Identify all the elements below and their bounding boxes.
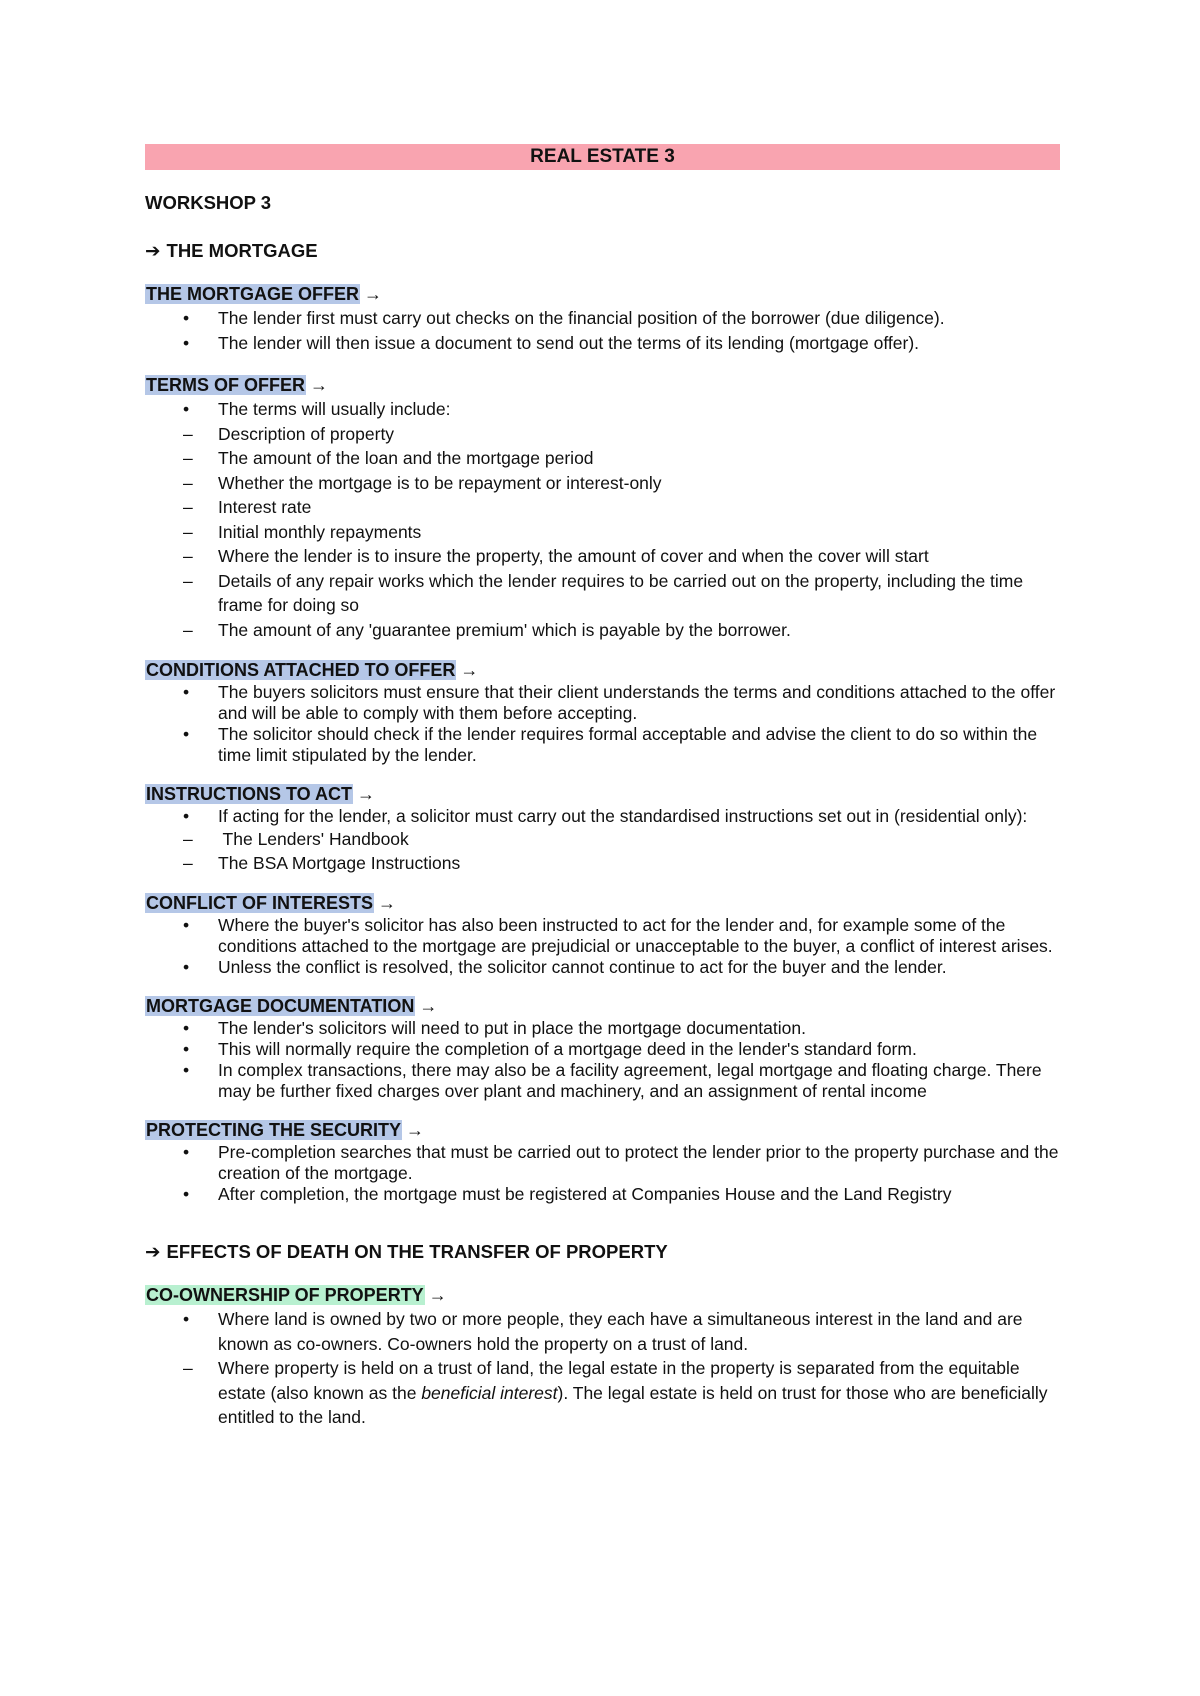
section-conditions-attached <box>145 658 1060 766</box>
arrow-icon: ➔ <box>145 1241 161 1262</box>
dash-item: – Whether the mortgage is to be repayment or interest-only <box>182 471 1060 496</box>
document-title: REAL ESTATE 3 <box>145 144 1060 170</box>
bullet-list <box>145 1018 1060 1102</box>
bullet-item <box>145 397 1060 642</box>
section-conflict-of-interests <box>145 891 1060 978</box>
section-heading <box>145 1283 1060 1307</box>
bullet-list <box>145 915 1060 978</box>
dash-item: – Initial monthly repayments <box>182 520 1060 545</box>
bullet-item: • Pre-completion searches that must be carried out to protect the lender prior to the property purchase and the creation of the mortgage. <box>145 1142 1060 1184</box>
dash-item: – Interest rate <box>182 495 1060 520</box>
dash-list <box>218 827 1060 875</box>
section-heading <box>145 1118 1060 1142</box>
bullet-list <box>145 1307 1060 1430</box>
bullet-list <box>145 682 1060 766</box>
dash-item: – The Lenders' Handbook <box>182 827 1060 851</box>
section-heading <box>145 373 1060 397</box>
section-heading-text: MORTGAGE DOCUMENTATION <box>146 996 415 1016</box>
arrow-icon: ➔ <box>145 240 161 261</box>
bullet-item: • The lender's solicitors will need to put in place the mortgage documentation. <box>145 1018 1060 1039</box>
dash-item: – Description of property <box>182 422 1060 447</box>
bullet-item: • The lender first must carry out checks on the financial position of the borrower (due diligence). <box>145 306 1060 331</box>
section-instructions-to-act <box>145 782 1060 875</box>
dash-item: – Where the lender is to insure the property, the amount of cover and when the cover will start <box>182 544 1060 569</box>
major-heading-effects-of-death <box>145 1241 1060 1263</box>
bullet-list <box>145 806 1060 875</box>
section-terms-of-offer <box>145 373 1060 642</box>
bullet-item: • Unless the conflict is resolved, the solicitor cannot continue to act for the buyer and the lender. <box>145 957 1060 978</box>
bullet-item: • The buyers solicitors must ensure that their client understands the terms and conditions attached to the offer and will be able to comply with them before accepting. <box>145 682 1060 724</box>
bullet-item <box>145 806 1060 875</box>
section-heading-text: CO-OWNERSHIP OF PROPERTY <box>146 1285 424 1305</box>
major-heading-text: EFFECTS OF DEATH ON THE TRANSFER OF PROPERTY <box>166 1241 668 1262</box>
section-heading-text: PROTECTING THE SECURITY <box>146 1120 402 1140</box>
document-content <box>145 144 1060 1430</box>
section-mortgage-documentation <box>145 994 1060 1102</box>
major-heading-text: THE MORTGAGE <box>166 240 318 261</box>
bullet-text: Where land is owned by two or more people, they each have a simultaneous interest in the land and are known as co-owners. Co-owners hold the property on a trust of land. <box>218 1309 1023 1354</box>
bullet-text: If acting for the lender, a solicitor must carry out the standardised instructions set out in (residential only): <box>218 806 1028 826</box>
section-heading <box>145 782 1060 806</box>
arrow-right-icon: → <box>310 375 328 395</box>
bullet-item: • This will normally require the completion of a mortgage deed in the lender's standard form. <box>145 1039 1060 1060</box>
bullet-item <box>145 1307 1060 1430</box>
bullet-text: The terms will usually include: <box>218 399 451 419</box>
arrow-right-icon: → <box>378 893 396 913</box>
bullet-item: • In complex transactions, there may also be a facility agreement, legal mortgage and floating charge. There may be further fixed charges over plant and machinery, and an assignment of rental income <box>145 1060 1060 1102</box>
section-heading <box>145 658 1060 682</box>
bullet-list <box>145 306 1060 355</box>
section-heading-text: CONFLICT OF INTERESTS <box>146 893 373 913</box>
bullet-list <box>145 1142 1060 1205</box>
bullet-list <box>145 397 1060 642</box>
dash-item: – The amount of the loan and the mortgage period <box>182 446 1060 471</box>
dash-list <box>218 1356 1060 1430</box>
section-heading <box>145 891 1060 915</box>
bullet-item: • The lender will then issue a document to send out the terms of its lending (mortgage offer). <box>145 331 1060 356</box>
section-co-ownership <box>145 1283 1060 1430</box>
section-heading <box>145 994 1060 1018</box>
emphasis-text: beneficial interest <box>421 1382 558 1403</box>
arrow-right-icon: → <box>419 996 438 1016</box>
dash-list <box>218 422 1060 643</box>
dash-item: – Details of any repair works which the lender requires to be carried out on the property, including the time frame for doing so <box>182 569 1060 618</box>
section-protecting-the-security <box>145 1118 1060 1205</box>
section-mortgage-offer <box>145 282 1060 355</box>
arrow-right-icon: → <box>406 1120 425 1140</box>
dash-text: Where property is held on a trust of land, the legal estate in the property is separated from the equitable estate (also known as the <box>218 1358 1020 1403</box>
dash-text: ). The legal estate is held on trust for those who are beneficially entitled to the land. <box>218 1382 1048 1427</box>
section-heading-text: INSTRUCTIONS TO ACT <box>146 784 352 804</box>
workshop-label: WORKSHOP 3 <box>145 192 272 213</box>
dash-item <box>182 1356 1060 1430</box>
bullet-item: • The solicitor should check if the lender requires formal acceptable and advise the client to do so within the time limit stipulated by the lender. <box>145 724 1060 766</box>
dash-item: – The BSA Mortgage Instructions <box>182 851 1060 875</box>
arrow-right-icon: → <box>428 1285 447 1305</box>
section-heading-text: TERMS OF OFFER <box>146 375 305 395</box>
arrow-right-icon: → <box>357 784 375 804</box>
bullet-item: • Where the buyer's solicitor has also been instructed to act for the lender and, for example some of the conditions attached to the mortgage are prejudicial or unacceptable to the buyer, a conflict of interest arises. <box>145 915 1060 957</box>
dash-item: – The amount of any 'guarantee premium' which is payable by the borrower. <box>182 618 1060 643</box>
bullet-item: • After completion, the mortgage must be registered at Companies House and the Land Registry <box>145 1184 1060 1205</box>
major-heading-mortgage <box>145 240 1060 262</box>
section-heading <box>145 282 1060 306</box>
arrow-right-icon: → <box>364 284 382 304</box>
arrow-right-icon: → <box>460 660 479 680</box>
section-heading-text: THE MORTGAGE OFFER <box>146 284 359 304</box>
section-heading-text: CONDITIONS ATTACHED TO OFFER <box>146 660 456 680</box>
